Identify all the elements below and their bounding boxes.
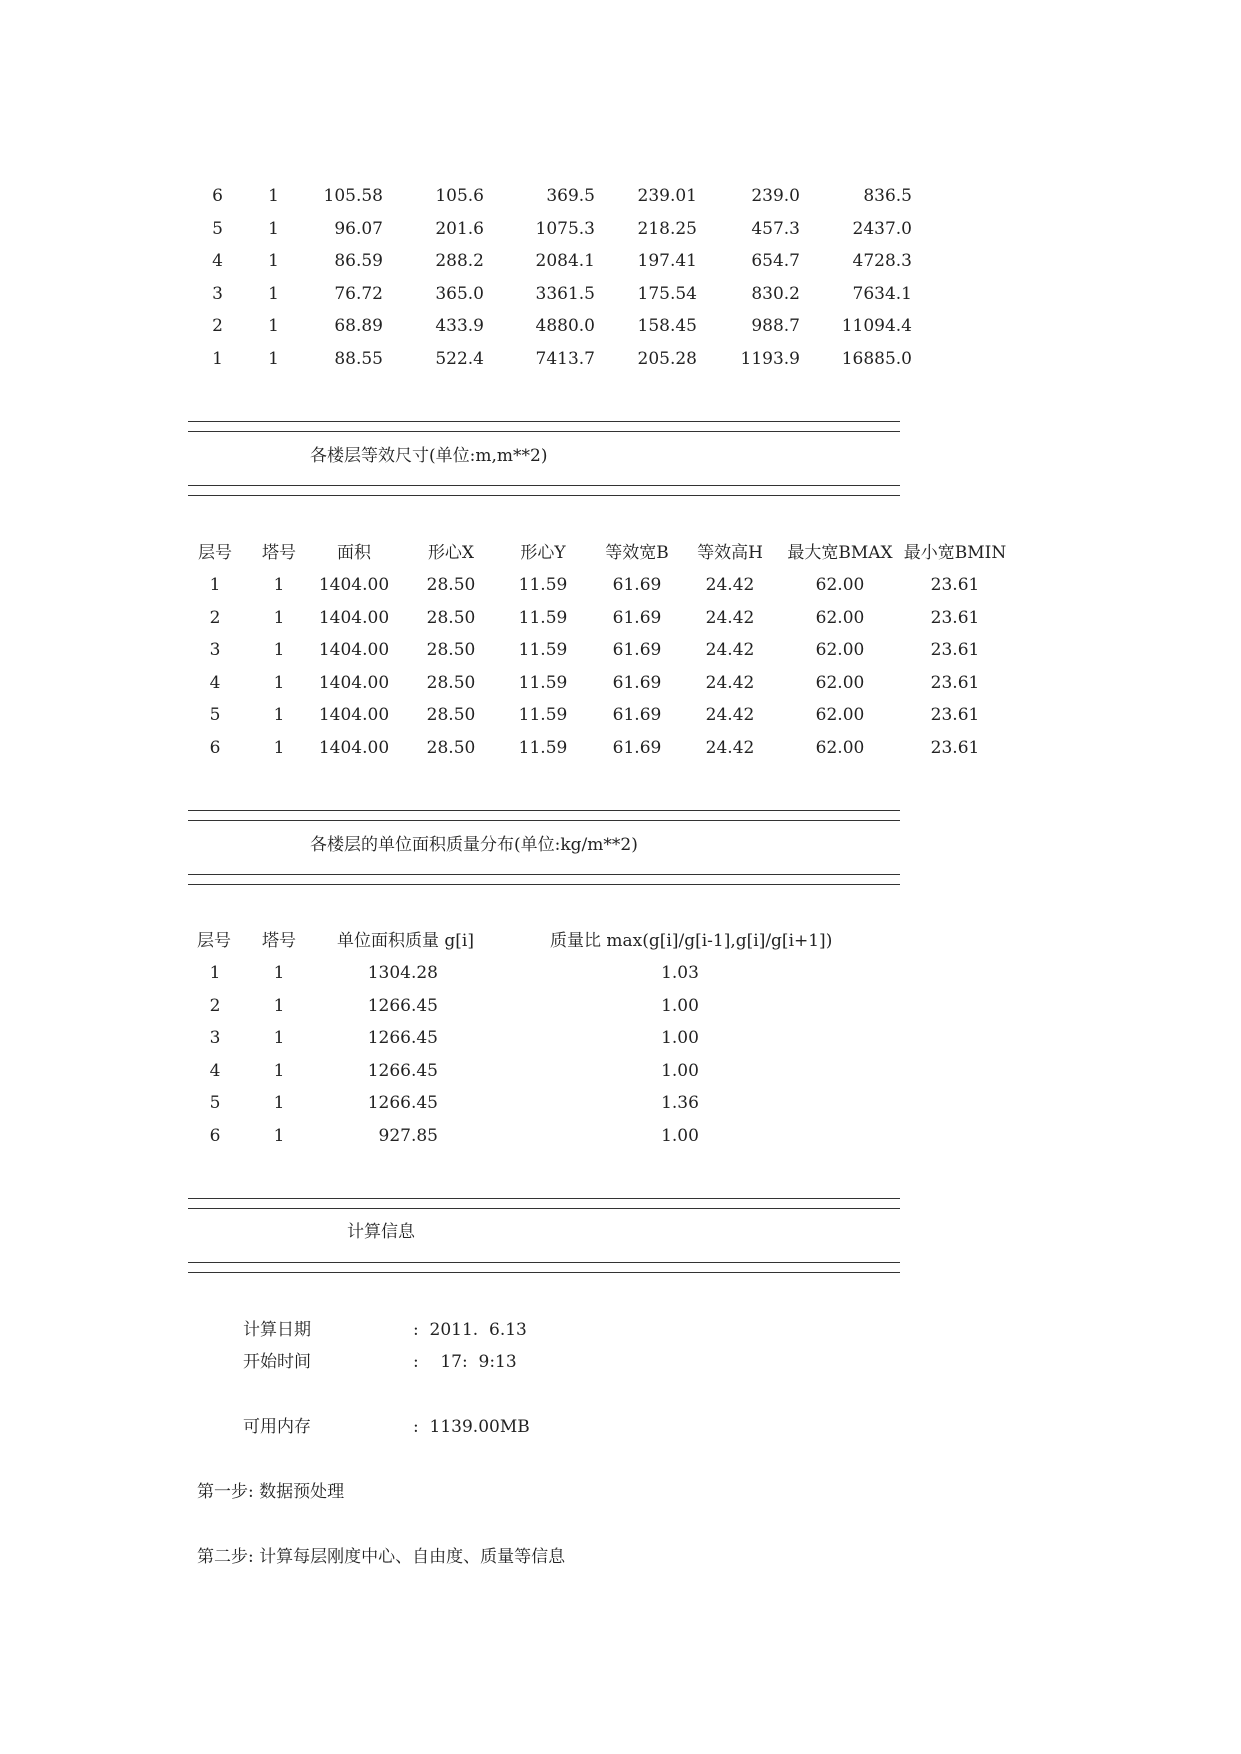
- table-cell: 105.6: [435, 186, 484, 206]
- table-cell: 1: [209, 575, 221, 595]
- table-cell: 23.61: [930, 640, 980, 660]
- table-cell: 4: [212, 251, 223, 271]
- table-cell: 4880.0: [535, 316, 595, 336]
- table-cell: 28.50: [426, 705, 476, 725]
- table-cell: 457.3: [751, 218, 800, 239]
- table-cell: 11094.4: [841, 316, 912, 336]
- table-cell: 23.61: [930, 672, 980, 693]
- table-cell: 433.9: [435, 316, 484, 336]
- table-cell: 11.59: [518, 705, 568, 725]
- table-cell: 62.00: [815, 640, 865, 660]
- table-cell: 365.0: [435, 283, 484, 304]
- table-cell: 1193.9: [740, 348, 800, 369]
- column-header: 最小宽BMIN: [903, 543, 1007, 563]
- table-cell: 1404.00: [318, 607, 390, 628]
- table-cell: 1.00: [661, 995, 699, 1016]
- table-cell: 28.50: [426, 640, 476, 660]
- table-cell: 1: [273, 963, 285, 983]
- table-cell: 239.0: [751, 186, 800, 206]
- table-cell: 3: [209, 1028, 221, 1048]
- table-cell: 61.69: [612, 607, 662, 628]
- table-cell: 988.7: [751, 316, 800, 336]
- table-cell: 88.55: [334, 348, 383, 369]
- table-cell: 4728.3: [852, 251, 912, 271]
- table-cell: 1: [273, 672, 285, 693]
- table-cell: 1: [268, 218, 279, 239]
- table-cell: 62.00: [815, 575, 865, 595]
- table-cell: 218.25: [637, 218, 697, 239]
- table-cell: 1: [268, 186, 279, 206]
- table-cell: 61.69: [612, 640, 662, 660]
- section-title-dimensions: 各楼层等效尺寸(单位:m,m**2): [310, 446, 548, 466]
- table-cell: 836.5: [863, 186, 912, 206]
- separator-line: [188, 485, 900, 496]
- table-cell: 2084.1: [535, 251, 595, 271]
- table-cell: 1: [273, 705, 285, 725]
- table-cell: 5: [209, 1093, 221, 1113]
- table-cell: 68.89: [334, 316, 383, 336]
- table-cell: 2: [212, 316, 223, 336]
- table-cell: 61.69: [612, 705, 662, 725]
- column-header: 层号: [198, 543, 232, 563]
- table-cell: 1.36: [661, 1093, 699, 1113]
- table-cell: 175.54: [637, 283, 697, 304]
- table-cell: 7413.7: [535, 348, 595, 369]
- table-cell: 2437.0: [852, 218, 912, 239]
- table-cell: 61.69: [612, 575, 662, 595]
- table-cell: 1.00: [661, 1125, 699, 1146]
- table-cell: 1.00: [661, 1060, 699, 1081]
- table-cell: 1: [209, 963, 221, 983]
- table-cell: 2: [209, 995, 221, 1016]
- table-cell: 1: [273, 995, 285, 1016]
- table-cell: 1.00: [661, 1028, 699, 1048]
- table-cell: 28.50: [426, 575, 476, 595]
- table-cell: 1: [268, 348, 279, 369]
- table-cell: 6: [209, 1125, 221, 1146]
- table-cell: 4: [209, 672, 221, 693]
- table-cell: 105.58: [323, 186, 383, 206]
- info-value-date: : 2011. 6.13: [413, 1320, 527, 1340]
- column-header: 单位面积质量 g[i]: [337, 931, 474, 951]
- table-cell: 522.4: [435, 348, 484, 369]
- table-cell: 6: [209, 737, 221, 758]
- table-cell: 288.2: [435, 251, 484, 271]
- table-cell: 1266.45: [367, 1093, 438, 1113]
- table-cell: 28.50: [426, 737, 476, 758]
- column-header: 等效宽B: [605, 543, 669, 563]
- column-header: 塔号: [262, 543, 296, 563]
- table-cell: 3: [212, 283, 223, 304]
- table-cell: 23.61: [930, 607, 980, 628]
- column-header: 质量比 max(g[i]/g[i-1],g[i]/g[i+1]): [550, 931, 833, 951]
- table-cell: 62.00: [815, 607, 865, 628]
- table-cell: 1: [273, 640, 285, 660]
- table-cell: 11.59: [518, 737, 568, 758]
- table-cell: 5: [209, 705, 221, 725]
- table-cell: 96.07: [334, 218, 383, 239]
- table-cell: 76.72: [334, 283, 383, 304]
- table-cell: 654.7: [751, 251, 800, 271]
- table-cell: 205.28: [637, 348, 697, 369]
- table-cell: 197.41: [637, 251, 697, 271]
- table-cell: 11.59: [518, 672, 568, 693]
- step-1: 第一步: 数据预处理: [197, 1482, 345, 1502]
- table-cell: 1266.45: [367, 1028, 438, 1048]
- info-label-memory: 可用内存: [243, 1417, 311, 1437]
- table-cell: 86.59: [334, 251, 383, 271]
- table-cell: 2: [209, 607, 221, 628]
- info-label-date: 计算日期: [243, 1320, 311, 1340]
- table-cell: 62.00: [815, 672, 865, 693]
- column-header: 最大宽BMAX: [787, 543, 893, 563]
- table-cell: 61.69: [612, 737, 662, 758]
- info-label-time: 开始时间: [243, 1352, 311, 1372]
- section-title-mass: 各楼层的单位面积质量分布(单位:kg/m**2): [310, 835, 638, 855]
- table-cell: 369.5: [546, 186, 595, 206]
- step-2: 第二步: 计算每层刚度中心、自由度、质量等信息: [197, 1547, 566, 1567]
- table-cell: 24.42: [705, 737, 755, 758]
- table-cell: 3: [209, 640, 221, 660]
- separator-line: [188, 1262, 900, 1273]
- table-cell: 1: [268, 283, 279, 304]
- table-cell: 1304.28: [367, 963, 438, 983]
- table-cell: 1.03: [661, 963, 699, 983]
- table-cell: 1266.45: [367, 995, 438, 1016]
- table-cell: 1: [273, 1060, 285, 1081]
- table-cell: 1: [273, 575, 285, 595]
- table-cell: 28.50: [426, 607, 476, 628]
- table-cell: 927.85: [378, 1125, 438, 1146]
- table-cell: 11.59: [518, 575, 568, 595]
- table-cell: 1: [273, 1125, 285, 1146]
- table-cell: 11.59: [518, 640, 568, 660]
- column-header: 塔号: [262, 931, 296, 951]
- table-cell: 24.42: [705, 640, 755, 660]
- table-cell: 24.42: [705, 575, 755, 595]
- table-cell: 1266.45: [367, 1060, 438, 1081]
- table-cell: 158.45: [637, 316, 697, 336]
- column-header: 层号: [197, 931, 231, 951]
- table-cell: 1: [268, 316, 279, 336]
- table-cell: 7634.1: [852, 283, 912, 304]
- table-cell: 4: [209, 1060, 221, 1081]
- table-cell: 1404.00: [318, 705, 390, 725]
- table-cell: 1075.3: [535, 218, 595, 239]
- table-cell: 23.61: [930, 575, 980, 595]
- table-cell: 1404.00: [318, 640, 390, 660]
- table-cell: 1404.00: [318, 575, 390, 595]
- table-cell: 62.00: [815, 705, 865, 725]
- table-cell: 3361.5: [535, 283, 595, 304]
- separator-line: [188, 1198, 900, 1209]
- table-cell: 6: [212, 186, 223, 206]
- separator-line: [188, 421, 900, 432]
- table-cell: 62.00: [815, 737, 865, 758]
- table-cell: 1404.00: [318, 737, 390, 758]
- table-cell: 24.42: [705, 705, 755, 725]
- column-header: 形心Y: [520, 543, 566, 563]
- info-value-time: : 17: 9:13: [413, 1352, 517, 1372]
- table-cell: 24.42: [705, 607, 755, 628]
- table-cell: 1: [273, 737, 285, 758]
- section-title-info: 计算信息: [347, 1222, 415, 1242]
- table-cell: 28.50: [426, 672, 476, 693]
- column-header: 面积: [337, 543, 371, 563]
- table-cell: 24.42: [705, 672, 755, 693]
- separator-line: [188, 810, 900, 821]
- table-cell: 23.61: [930, 705, 980, 725]
- table-cell: 11.59: [518, 607, 568, 628]
- table-cell: 1: [273, 1093, 285, 1113]
- info-value-memory: : 1139.00MB: [413, 1417, 530, 1437]
- table-cell: 239.01: [637, 186, 697, 206]
- table-cell: 5: [212, 218, 223, 239]
- table-cell: 1: [273, 1028, 285, 1048]
- table-cell: 1: [212, 348, 223, 369]
- table-cell: 23.61: [930, 737, 980, 758]
- column-header: 等效高H: [697, 543, 763, 563]
- table-cell: 830.2: [751, 283, 800, 304]
- table-cell: 61.69: [612, 672, 662, 693]
- separator-line: [188, 874, 900, 885]
- table-cell: 16885.0: [841, 348, 912, 369]
- table-cell: 1: [268, 251, 279, 271]
- table-cell: 201.6: [435, 218, 484, 239]
- table-cell: 1: [273, 607, 285, 628]
- table-cell: 1404.00: [318, 672, 390, 693]
- column-header: 形心X: [427, 543, 475, 563]
